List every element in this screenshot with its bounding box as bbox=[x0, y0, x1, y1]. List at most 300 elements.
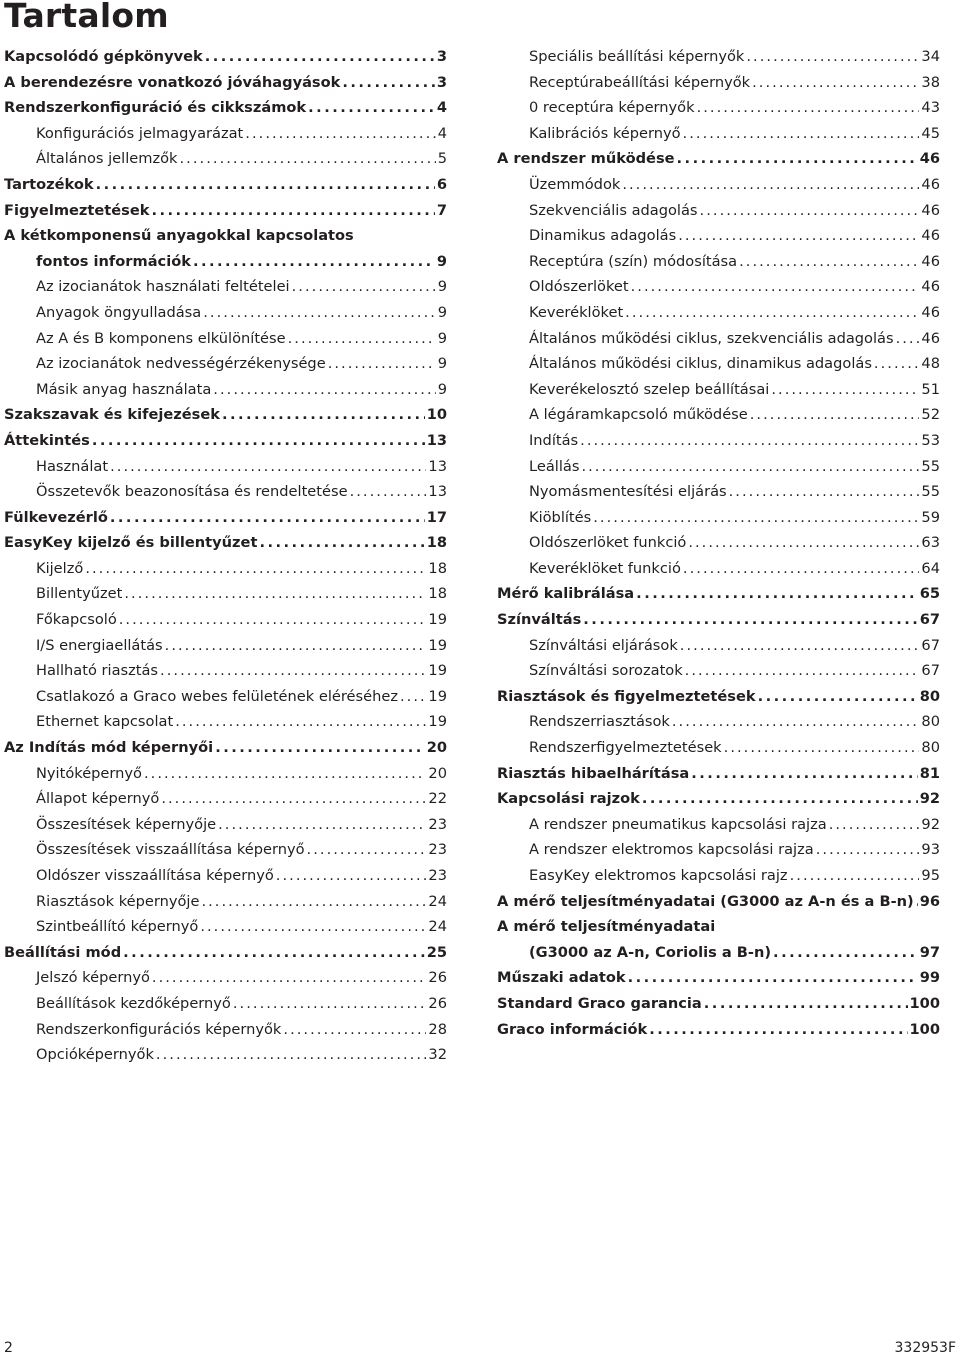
toc-entry-title: Általános működési ciklus, dinamikus adagolás bbox=[529, 355, 872, 373]
toc-page-number: 96 bbox=[919, 892, 940, 910]
toc-leader-dots bbox=[175, 709, 426, 735]
toc-page-number: 99 bbox=[919, 969, 940, 987]
toc-page-number: 13 bbox=[428, 457, 447, 475]
toc-page-number: 9 bbox=[437, 278, 447, 296]
toc-leader-dots bbox=[691, 761, 917, 787]
toc-leader-dots bbox=[683, 556, 920, 582]
toc-leader-dots bbox=[124, 581, 426, 607]
toc-leader-dots bbox=[622, 172, 919, 198]
toc-leader-dots bbox=[625, 300, 919, 326]
toc-section-entry[interactable] bbox=[4, 172, 447, 198]
toc-subsection-entry[interactable] bbox=[4, 684, 447, 710]
toc-page-number: 52 bbox=[921, 406, 940, 424]
toc-entry-title: A légáramkapcsoló működése bbox=[529, 406, 748, 424]
toc-subsection-entry[interactable] bbox=[4, 351, 447, 377]
toc-entry-title: Keveréklöket funkció bbox=[529, 559, 681, 577]
toc-page-number: 32 bbox=[428, 1046, 447, 1064]
toc-leader-dots bbox=[750, 402, 920, 428]
toc-entry-title: Szekvenciális adagolás bbox=[529, 201, 698, 219]
toc-page-number: 23 bbox=[428, 841, 447, 859]
toc-leader-dots bbox=[259, 530, 424, 556]
toc-page-number: 64 bbox=[921, 559, 940, 577]
toc-subsection-entry[interactable] bbox=[4, 633, 447, 659]
toc-leader-dots bbox=[752, 70, 919, 96]
toc-subsection-entry[interactable] bbox=[4, 274, 447, 300]
toc-leader-dots bbox=[724, 735, 920, 761]
toc-leader-dots bbox=[700, 198, 920, 224]
toc-subsection-entry[interactable] bbox=[4, 479, 447, 505]
toc-entry-title: Általános jellemzők bbox=[36, 150, 178, 168]
toc-page-number: 97 bbox=[919, 943, 940, 961]
toc-section-entry[interactable] bbox=[4, 505, 447, 531]
toc-entry-title: Rendszerkonfiguráció és cikkszámok bbox=[4, 99, 307, 117]
toc-page-number: 59 bbox=[921, 508, 940, 526]
toc-entry-title: Opcióképernyők bbox=[36, 1046, 154, 1064]
toc-section-entry[interactable] bbox=[497, 965, 940, 991]
toc-leader-dots bbox=[161, 786, 426, 812]
toc-column-left bbox=[4, 44, 447, 1068]
toc-section-entry[interactable] bbox=[4, 95, 447, 121]
toc-subsection-entry[interactable] bbox=[497, 479, 940, 505]
toc-subsection-entry[interactable] bbox=[4, 889, 447, 915]
toc-section-entry[interactable] bbox=[497, 889, 940, 915]
toc-subsection-entry[interactable] bbox=[4, 1042, 447, 1068]
toc-entry-title: Standard Graco garancia bbox=[497, 994, 702, 1012]
toc-entry-title: Üzemmódok bbox=[529, 175, 621, 193]
toc-section-entry[interactable] bbox=[497, 914, 940, 940]
toc-page-number: 19 bbox=[428, 611, 447, 629]
toc-leader-dots bbox=[758, 684, 918, 710]
toc-entry-title: Áttekintés bbox=[4, 431, 90, 449]
toc-entry-title: Oldószerlöket funkció bbox=[529, 534, 687, 552]
toc-page-number: 46 bbox=[921, 252, 940, 270]
toc-entry-title: Szintbeállító képernyő bbox=[36, 918, 199, 936]
toc-leader-dots bbox=[672, 709, 920, 735]
toc-entry-title: Konfigurációs jelmagyarázat bbox=[36, 124, 244, 142]
toc-subsection-entry[interactable] bbox=[497, 44, 940, 70]
toc-entry-title: Összetevők beazonosítása és rendeltetése bbox=[36, 483, 348, 501]
toc-entry-title: Nyomásmentesítési eljárás bbox=[529, 483, 727, 501]
toc-entry-title: Figyelmeztetések bbox=[4, 201, 150, 219]
toc-subsection-entry[interactable] bbox=[4, 300, 447, 326]
toc-subsection-entry[interactable] bbox=[4, 965, 447, 991]
toc-leader-dots bbox=[580, 428, 919, 454]
toc-page-number: 43 bbox=[921, 99, 940, 117]
toc-leader-dots bbox=[697, 95, 920, 121]
toc-entry-title: Főkapcsoló bbox=[36, 611, 117, 629]
toc-leader-dots bbox=[218, 812, 426, 838]
toc-page-number: 19 bbox=[428, 713, 447, 731]
toc-entry-title: Másik anyag használata bbox=[36, 380, 212, 398]
toc-page-number: 4 bbox=[436, 99, 447, 117]
toc-subsection-entry[interactable] bbox=[4, 761, 447, 787]
toc-page-number: 80 bbox=[919, 687, 940, 705]
toc-page-number: 3 bbox=[436, 73, 447, 91]
toc-subsection-entry[interactable] bbox=[497, 223, 940, 249]
toc-column-right bbox=[497, 44, 940, 1042]
toc-leader-dots bbox=[160, 658, 426, 684]
toc-entry-title: Receptúrabeállítási képernyők bbox=[529, 73, 751, 91]
toc-entry-title: Graco információk bbox=[497, 1020, 648, 1038]
toc-section-entry[interactable] bbox=[497, 607, 940, 633]
toc-entry-title: (G3000 az A-n, Coriolis a B-n) bbox=[529, 943, 772, 961]
toc-subsection-entry[interactable] bbox=[497, 530, 940, 556]
toc-page-number: 18 bbox=[428, 559, 447, 577]
toc-page-number: 92 bbox=[921, 815, 940, 833]
toc-leader-dots bbox=[283, 1017, 426, 1043]
toc-page-number: 48 bbox=[921, 355, 940, 373]
toc-subsection-entry[interactable] bbox=[497, 95, 940, 121]
toc-leader-dots bbox=[96, 172, 435, 198]
toc-leader-dots bbox=[152, 965, 427, 991]
toc-subsection-entry[interactable] bbox=[497, 428, 940, 454]
toc-leader-dots bbox=[307, 837, 427, 863]
toc-leader-dots bbox=[683, 121, 920, 147]
toc-leader-dots bbox=[678, 223, 919, 249]
toc-page-number: 53 bbox=[921, 431, 940, 449]
toc-entry-title: Kiöblítés bbox=[529, 508, 592, 526]
toc-page-number: 46 bbox=[921, 175, 940, 193]
toc-entry-title: Mérő kalibrálása bbox=[497, 585, 635, 603]
toc-leader-dots bbox=[92, 428, 425, 454]
toc-page-number: 100 bbox=[909, 1020, 940, 1038]
toc-leader-dots bbox=[85, 556, 426, 582]
toc-leader-dots bbox=[205, 44, 435, 70]
toc-page-number: 95 bbox=[921, 867, 940, 884]
toc-leader-dots bbox=[288, 326, 436, 352]
toc-page-number: 46 bbox=[921, 278, 940, 296]
toc-subsection-entry[interactable] bbox=[497, 633, 940, 659]
toc-subsection-entry[interactable] bbox=[497, 377, 940, 403]
toc-leader-dots bbox=[771, 377, 919, 403]
toc-entry-title: Beállítási mód bbox=[4, 943, 122, 961]
toc-subsection-entry[interactable] bbox=[4, 709, 447, 735]
toc-page-number: 93 bbox=[921, 841, 940, 859]
toc-subsection-entry[interactable] bbox=[497, 351, 940, 377]
toc-subsection-entry[interactable] bbox=[4, 581, 447, 607]
toc-section-entry[interactable] bbox=[4, 198, 447, 224]
toc-leader-dots bbox=[739, 249, 919, 275]
toc-entry-title: A mérő teljesítményadatai bbox=[497, 918, 716, 936]
toc-page-number: 46 bbox=[921, 227, 940, 245]
toc-subsection-entry[interactable] bbox=[497, 556, 940, 582]
toc-entry-title: Kapcsolási rajzok bbox=[497, 790, 640, 808]
toc-leader-dots bbox=[746, 44, 919, 70]
toc-page-number: 19 bbox=[428, 636, 447, 654]
toc-page-number: 55 bbox=[921, 457, 940, 475]
toc-leader-dots bbox=[180, 146, 436, 172]
page-title: Tartalom bbox=[4, 0, 169, 35]
toc-entry-title: Hallható riasztás bbox=[36, 662, 159, 680]
toc-leader-dots bbox=[276, 863, 427, 889]
toc-section-entry[interactable] bbox=[4, 223, 447, 249]
toc-section-entry[interactable] bbox=[497, 940, 940, 966]
toc-leader-dots bbox=[292, 274, 436, 300]
toc-entry-title: A mérő teljesítményadatai (G3000 az A-n és a B-n) bbox=[497, 892, 914, 910]
toc-entry-title: Fülkevezérlő bbox=[4, 508, 108, 526]
toc-page-number: 23 bbox=[428, 867, 447, 884]
toc-page-number: 9 bbox=[437, 329, 447, 347]
toc-leader-dots bbox=[201, 889, 426, 915]
toc-entry-title: Keveréklöket bbox=[529, 303, 624, 321]
toc-page-number: 25 bbox=[426, 943, 447, 961]
toc-entry-title: Oldószer visszaállítása képernyő bbox=[36, 867, 274, 884]
toc-entry-title: Színváltási eljárások bbox=[529, 636, 678, 654]
document-id: 332953F bbox=[894, 1340, 956, 1356]
toc-entry-title: A rendszer pneumatikus kapcsolási rajza bbox=[529, 815, 827, 833]
toc-entry-title: 0 receptúra képernyők bbox=[529, 99, 695, 117]
toc-leader-dots bbox=[628, 965, 918, 991]
toc-entry-title: Keverékelosztó szelep beállításai bbox=[529, 380, 770, 398]
toc-entry-title: Riasztások és figyelmeztetések bbox=[497, 687, 756, 705]
toc-section-entry[interactable] bbox=[4, 249, 447, 275]
toc-leader-dots bbox=[400, 684, 426, 710]
toc-leader-dots bbox=[688, 530, 919, 556]
toc-subsection-entry[interactable] bbox=[4, 1017, 447, 1043]
toc-leader-dots bbox=[874, 351, 920, 377]
toc-subsection-entry[interactable] bbox=[4, 146, 447, 172]
toc-entry-title: Csatlakozó a Graco webes felületének eléréséhez bbox=[36, 687, 398, 705]
toc-entry-title: Oldószerlöket bbox=[529, 278, 629, 296]
toc-leader-dots bbox=[896, 326, 920, 352]
toc-section-entry[interactable] bbox=[497, 991, 940, 1017]
toc-page-number: 3 bbox=[436, 48, 447, 65]
toc-entry-title: Rendszerriasztások bbox=[529, 713, 670, 731]
toc-subsection-entry[interactable] bbox=[4, 991, 447, 1017]
toc-entry-title: Használat bbox=[36, 457, 109, 475]
toc-subsection-entry[interactable] bbox=[497, 172, 940, 198]
toc-subsection-entry[interactable] bbox=[4, 658, 447, 684]
toc-leader-dots bbox=[222, 402, 425, 428]
toc-entry-title: Kijelző bbox=[36, 559, 84, 577]
toc-entry-title: Összesítések képernyője bbox=[36, 815, 217, 833]
toc-subsection-entry[interactable] bbox=[4, 607, 447, 633]
toc-leader-dots bbox=[593, 505, 919, 531]
toc-entry-title: Szakszavak és kifejezések bbox=[4, 406, 220, 424]
toc-entry-title: Speciális beállítási képernyők bbox=[529, 48, 745, 65]
toc-entry-title: Ethernet kapcsolat bbox=[36, 713, 174, 731]
toc-entry-title: A rendszer működése bbox=[497, 150, 675, 168]
toc-subsection-entry[interactable] bbox=[4, 556, 447, 582]
toc-leader-dots bbox=[685, 658, 920, 684]
toc-leader-dots bbox=[213, 377, 435, 403]
toc-entry-title: Színváltás bbox=[497, 611, 582, 629]
toc-section-entry[interactable] bbox=[4, 70, 447, 96]
toc-section-entry[interactable] bbox=[4, 940, 447, 966]
toc-subsection-entry[interactable] bbox=[497, 863, 940, 889]
toc-entry-title: Billentyűzet bbox=[36, 585, 123, 603]
toc-page-number: 19 bbox=[428, 687, 447, 705]
toc-section-entry[interactable] bbox=[4, 530, 447, 556]
toc-entry-title: Beállítások kezdőképernyő bbox=[36, 994, 231, 1012]
toc-subsection-entry[interactable] bbox=[497, 274, 940, 300]
toc-subsection-entry[interactable] bbox=[497, 70, 940, 96]
toc-leader-dots bbox=[233, 991, 427, 1017]
toc-subsection-entry[interactable] bbox=[497, 658, 940, 684]
toc-entry-title: fontos információk bbox=[36, 252, 191, 270]
toc-leader-dots bbox=[328, 351, 436, 377]
toc-page-number: 9 bbox=[437, 303, 447, 321]
toc-page-number: 18 bbox=[428, 585, 447, 603]
toc-entry-title: Leállás bbox=[529, 457, 580, 475]
toc-entry-title: Az Indítás mód képernyői bbox=[4, 739, 214, 757]
toc-section-entry[interactable] bbox=[497, 146, 940, 172]
toc-page-number: 13 bbox=[428, 483, 447, 501]
toc-entry-title: Indítás bbox=[529, 431, 579, 449]
toc-subsection-entry[interactable] bbox=[497, 454, 940, 480]
toc-subsection-entry[interactable] bbox=[497, 198, 940, 224]
toc-page-number: 81 bbox=[919, 764, 940, 782]
toc-page-number: 10 bbox=[426, 406, 447, 424]
toc-entry-title: Az izocianátok nedvességérzékenysége bbox=[36, 355, 326, 373]
toc-entry-title: Kalibrációs képernyő bbox=[529, 124, 681, 142]
toc-leader-dots bbox=[631, 274, 920, 300]
toc-subsection-entry[interactable] bbox=[4, 837, 447, 863]
toc-page-number: 80 bbox=[921, 713, 940, 731]
toc-leader-dots bbox=[729, 479, 920, 505]
toc-entry-title: A berendezésre vonatkozó jóváhagyások bbox=[4, 73, 341, 91]
toc-section-entry[interactable] bbox=[497, 581, 940, 607]
toc-entry-title: Riasztás hibaelhárítása bbox=[497, 764, 690, 782]
toc-page-number: 46 bbox=[919, 150, 940, 168]
toc-leader-dots bbox=[193, 249, 435, 275]
toc-page-number: 55 bbox=[921, 483, 940, 501]
toc-page-number: 28 bbox=[428, 1020, 447, 1038]
toc-subsection-entry[interactable] bbox=[497, 326, 940, 352]
toc-section-entry[interactable] bbox=[4, 735, 447, 761]
toc-section-entry[interactable] bbox=[497, 786, 940, 812]
toc-subsection-entry[interactable] bbox=[4, 914, 447, 940]
toc-entry-title: Tartozékok bbox=[4, 175, 94, 193]
toc-entry-title: Színváltási sorozatok bbox=[529, 662, 683, 680]
toc-page-number: 6 bbox=[436, 175, 447, 193]
toc-page-number: 9 bbox=[436, 252, 447, 270]
toc-leader-dots bbox=[151, 198, 434, 224]
toc-page-number: 67 bbox=[921, 636, 940, 654]
toc-entry-title: EasyKey kijelző és billentyűzet bbox=[4, 534, 258, 552]
toc-page-number: 9 bbox=[437, 355, 447, 373]
toc-leader-dots bbox=[144, 761, 426, 787]
toc-section-entry[interactable] bbox=[4, 44, 447, 70]
toc-entry-title: Riasztások képernyője bbox=[36, 892, 200, 910]
toc-page-number: 20 bbox=[428, 764, 447, 782]
toc-subsection-entry[interactable] bbox=[4, 326, 447, 352]
toc-section-entry[interactable] bbox=[4, 402, 447, 428]
toc-entry-title: Anyagok öngyulladása bbox=[36, 303, 202, 321]
toc-entry-title: Az A és B komponens elkülönítése bbox=[36, 329, 286, 347]
toc-leader-dots bbox=[308, 95, 435, 121]
toc-page-number: 45 bbox=[921, 124, 940, 142]
toc-page-number: 20 bbox=[426, 739, 447, 757]
toc-leader-dots bbox=[704, 991, 908, 1017]
toc-page-number: 23 bbox=[428, 815, 447, 833]
toc-page-number: 46 bbox=[921, 303, 940, 321]
toc-entry-title: A kétkomponensű anyagokkal kapcsolatos bbox=[4, 227, 354, 245]
toc-leader-dots bbox=[119, 607, 427, 633]
toc-leader-dots bbox=[245, 121, 435, 147]
toc-page-number: 4 bbox=[437, 124, 447, 142]
toc-leader-dots bbox=[649, 1017, 907, 1043]
toc-page-number: 46 bbox=[921, 329, 940, 347]
page-number: 2 bbox=[4, 1340, 13, 1356]
toc-leader-dots bbox=[123, 940, 425, 966]
toc-page-number: 7 bbox=[436, 201, 447, 219]
toc-subsection-entry[interactable] bbox=[497, 300, 940, 326]
toc-page-number: 26 bbox=[428, 969, 447, 987]
toc-page-number: 46 bbox=[921, 201, 940, 219]
toc-section-entry[interactable] bbox=[4, 428, 447, 454]
toc-leader-dots bbox=[156, 1042, 427, 1068]
toc-section-entry[interactable] bbox=[497, 684, 940, 710]
toc-section-entry[interactable] bbox=[497, 761, 940, 787]
toc-subsection-entry[interactable] bbox=[4, 121, 447, 147]
toc-leader-dots bbox=[642, 786, 918, 812]
toc-page-number: 100 bbox=[909, 994, 940, 1012]
toc-subsection-entry[interactable] bbox=[497, 735, 940, 761]
toc-leader-dots bbox=[110, 505, 425, 531]
toc-page-number: 34 bbox=[921, 48, 940, 65]
toc-page-number: 5 bbox=[437, 150, 447, 168]
toc-leader-dots bbox=[200, 914, 426, 940]
toc-leader-dots bbox=[916, 889, 918, 915]
toc-page-number: 24 bbox=[428, 892, 447, 910]
toc-page-number: 22 bbox=[428, 790, 447, 808]
toc-leader-dots bbox=[773, 940, 918, 966]
toc-entry-title: Rendszerkonfigurációs képernyők bbox=[36, 1020, 282, 1038]
toc-section-entry[interactable] bbox=[497, 1017, 940, 1043]
toc-page-number: 65 bbox=[919, 585, 940, 603]
toc-page-number: 18 bbox=[426, 534, 447, 552]
toc-subsection-entry[interactable] bbox=[497, 709, 940, 735]
toc-subsection-entry[interactable] bbox=[497, 505, 940, 531]
toc-page-number: 26 bbox=[428, 994, 447, 1012]
toc-page-number: 51 bbox=[921, 380, 940, 398]
toc-entry-title: Általános működési ciklus, szekvenciális adagolás bbox=[529, 329, 894, 347]
toc-subsection-entry[interactable] bbox=[497, 812, 940, 838]
toc-entry-title: Rendszerfigyelmeztetések bbox=[529, 739, 722, 757]
toc-leader-dots bbox=[110, 454, 426, 480]
toc-entry-title: Kapcsolódó gépkönyvek bbox=[4, 48, 203, 65]
toc-subsection-entry[interactable] bbox=[4, 377, 447, 403]
toc-subsection-entry[interactable] bbox=[4, 812, 447, 838]
toc-page-number: 13 bbox=[426, 431, 447, 449]
toc-subsection-entry[interactable] bbox=[497, 402, 940, 428]
toc-leader-dots bbox=[342, 70, 434, 96]
toc-subsection-entry[interactable] bbox=[4, 454, 447, 480]
toc-entry-title: Állapot képernyő bbox=[36, 790, 160, 808]
toc-entry-title: A rendszer elektromos kapcsolási rajza bbox=[529, 841, 814, 859]
toc-leader-dots bbox=[816, 837, 920, 863]
toc-subsection-entry[interactable] bbox=[4, 786, 447, 812]
toc-entry-title: Receptúra (szín) módosítása bbox=[529, 252, 738, 270]
toc-page-number: 38 bbox=[921, 73, 940, 91]
toc-leader-dots bbox=[583, 607, 917, 633]
toc-entry-title: Nyitóképernyő bbox=[36, 764, 142, 782]
toc-leader-dots bbox=[165, 633, 427, 659]
toc-page-number: 9 bbox=[437, 380, 447, 398]
toc-leader-dots bbox=[350, 479, 427, 505]
toc-subsection-entry[interactable] bbox=[497, 121, 940, 147]
toc-page-number: 67 bbox=[921, 662, 940, 680]
toc-subsection-entry[interactable] bbox=[497, 249, 940, 275]
toc-leader-dots bbox=[680, 633, 920, 659]
toc-leader-dots bbox=[215, 735, 425, 761]
toc-leader-dots bbox=[829, 812, 920, 838]
toc-page-number: 19 bbox=[428, 662, 447, 680]
toc-page-number: 80 bbox=[921, 739, 940, 757]
toc-subsection-entry[interactable] bbox=[497, 837, 940, 863]
toc-subsection-entry[interactable] bbox=[4, 863, 447, 889]
